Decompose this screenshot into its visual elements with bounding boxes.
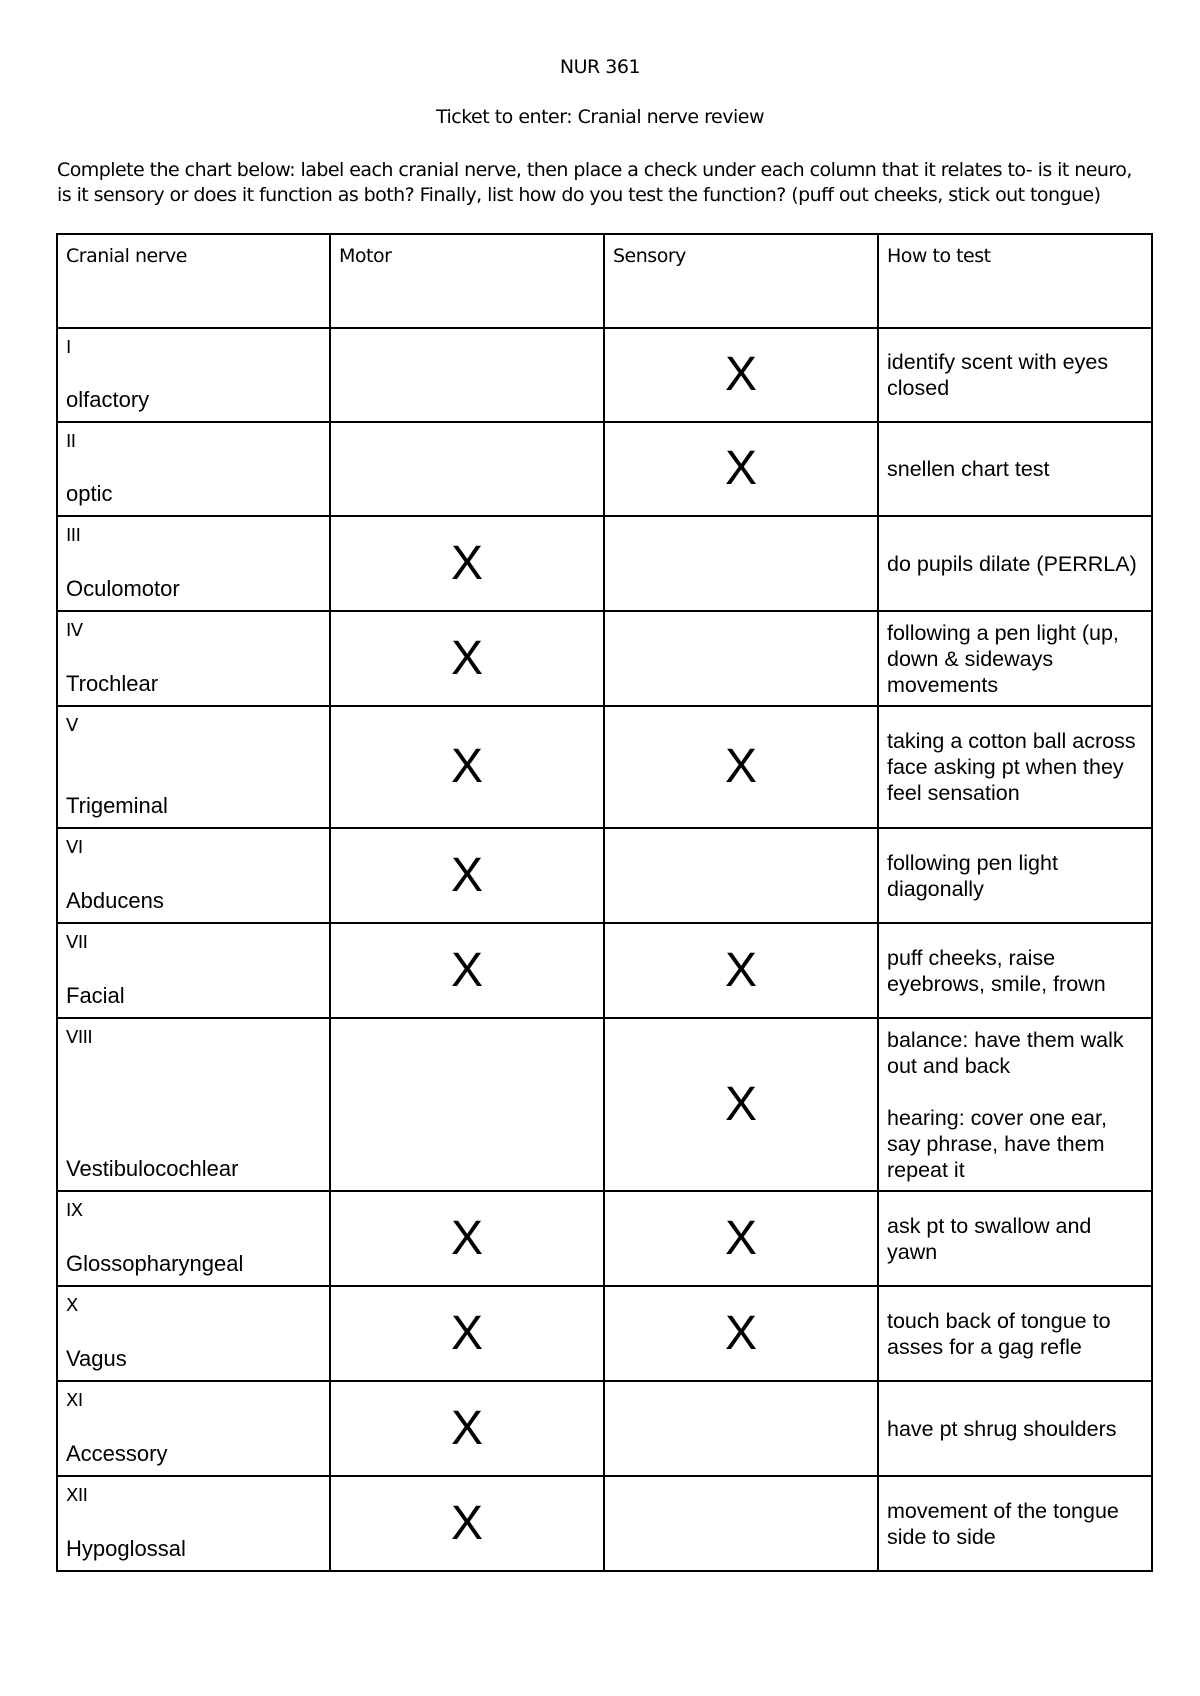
nerve-numeral: VIII	[66, 1027, 93, 1048]
nerve-cell	[58, 1382, 329, 1473]
nerve-numeral: XII	[66, 1485, 88, 1506]
header-cell-cranial-nerve	[57, 234, 330, 328]
motor-cell	[330, 422, 604, 516]
nerve-cell-container	[57, 1476, 330, 1571]
nerve-cell	[58, 707, 329, 825]
test-cell	[878, 923, 1152, 1018]
test-text: have pt shrug shoulders	[887, 1416, 1117, 1441]
test-cell	[878, 1018, 1152, 1191]
nerve-name: Oculomotor	[66, 576, 180, 601]
test-text: ask pt to swallow and yawn	[887, 1213, 1092, 1264]
motor-mark: X	[450, 848, 483, 902]
motor-cell	[330, 1476, 604, 1571]
nerve-cell	[58, 1287, 329, 1378]
nerve-numeral: IX	[66, 1200, 83, 1221]
nerve-name: Facial	[66, 983, 125, 1008]
motor-mark: X	[450, 1211, 483, 1265]
sensory-mark: X	[724, 943, 757, 997]
table-row	[57, 328, 1152, 422]
test-cell	[878, 328, 1152, 422]
motor-cell	[330, 828, 604, 923]
table-row	[57, 1018, 1152, 1191]
table-row	[57, 706, 1152, 828]
nerve-numeral: II	[66, 431, 76, 452]
sensory-mark: X	[724, 740, 757, 793]
cranial-nerve-table	[56, 233, 1153, 1572]
column-header-label: How to test	[887, 245, 991, 267]
header-cell-how-to-test	[878, 234, 1152, 328]
column-header-label: Sensory	[613, 245, 686, 267]
nerve-cell	[58, 329, 329, 419]
motor-mark: X	[450, 631, 483, 685]
test-cell	[878, 422, 1152, 516]
motor-cell	[330, 516, 604, 611]
test-cell	[878, 706, 1152, 828]
motor-cell	[330, 1191, 604, 1286]
test-text: movement of the tongue side to side	[887, 1498, 1119, 1549]
sensory-mark: X	[724, 1077, 757, 1131]
sensory-cell	[604, 611, 878, 706]
nerve-name: Glossopharyngeal	[66, 1251, 244, 1276]
sensory-cell	[604, 1286, 878, 1381]
nerve-cell	[58, 924, 329, 1015]
sensory-cell	[604, 1476, 878, 1571]
motor-cell	[330, 923, 604, 1018]
test-text: snellen chart test	[887, 457, 1050, 481]
nerve-cell	[58, 1477, 329, 1568]
test-text: following a pen light (up, down & sideways movements	[887, 620, 1119, 697]
nerve-name: Accessory	[66, 1441, 168, 1466]
sensory-cell	[604, 706, 878, 828]
table-row	[57, 923, 1152, 1018]
test-cell	[878, 828, 1152, 923]
nerve-name: Abducens	[66, 888, 164, 913]
nerve-cell	[58, 612, 329, 703]
nerve-cell-container	[57, 1381, 330, 1476]
motor-cell	[330, 611, 604, 706]
sensory-cell	[604, 828, 878, 923]
column-header-label: Motor	[339, 245, 392, 267]
sensory-mark: X	[724, 1211, 757, 1265]
motor-mark: X	[450, 1401, 483, 1455]
nerve-numeral: X	[66, 1295, 78, 1316]
nerve-cell-container	[57, 611, 330, 706]
nerve-name: olfactory	[66, 387, 150, 412]
nerve-cell	[58, 423, 329, 513]
motor-cell	[330, 1381, 604, 1476]
test-text: following pen light diagonally	[887, 850, 1058, 901]
sensory-mark: X	[724, 1306, 757, 1360]
sensory-cell	[604, 923, 878, 1018]
nerve-cell-container	[57, 422, 330, 516]
table-row	[57, 516, 1152, 611]
sensory-mark: X	[724, 348, 757, 401]
nerve-name: Trigeminal	[66, 793, 168, 818]
test-cell	[878, 1381, 1152, 1476]
test-text: do pupils dilate (PERRLA)	[887, 551, 1137, 576]
table-row	[57, 828, 1152, 923]
motor-cell	[330, 706, 604, 828]
nerve-name: Hypoglossal	[66, 1536, 186, 1561]
nerve-name: Vestibulocochlear	[66, 1156, 239, 1181]
nerve-cell	[58, 829, 329, 920]
table-row	[57, 1476, 1152, 1571]
sensory-cell	[604, 1018, 878, 1191]
test-cell	[878, 516, 1152, 611]
course-code: NUR 361	[559, 56, 641, 78]
table-body	[57, 234, 1152, 1571]
motor-mark: X	[450, 1306, 483, 1360]
motor-mark: X	[450, 1496, 483, 1550]
test-cell	[878, 1476, 1152, 1571]
test-text: hearing: cover one ear, say phrase, have them repeat it	[887, 1105, 1107, 1182]
test-text: taking a cotton ball across face asking pt when they feel sensation	[887, 729, 1136, 805]
nerve-numeral: V	[66, 715, 78, 736]
motor-mark: X	[450, 943, 483, 997]
nerve-numeral: VI	[66, 837, 83, 858]
test-cell	[878, 611, 1152, 706]
nerve-numeral: III	[66, 525, 81, 546]
page-subtitle: Ticket to enter: Cranial nerve review	[435, 106, 764, 128]
nerve-cell-container	[57, 828, 330, 923]
test-text: identify scent with eyes closed	[887, 350, 1109, 400]
test-cell	[878, 1191, 1152, 1286]
nerve-name: Vagus	[66, 1346, 127, 1371]
test-text: puff cheeks, raise eyebrows, smile, frown	[887, 945, 1106, 996]
table-row	[57, 611, 1152, 706]
paragraph-gap	[887, 1079, 1145, 1105]
nerve-cell-container	[57, 328, 330, 422]
motor-cell	[330, 328, 604, 422]
table-row	[57, 1191, 1152, 1286]
motor-cell	[330, 1018, 604, 1191]
header-row	[57, 234, 1152, 328]
sensory-cell	[604, 422, 878, 516]
header-cell-sensory	[604, 234, 878, 328]
nerve-cell-container	[57, 1018, 330, 1191]
nerve-name: Trochlear	[66, 671, 159, 696]
table-row	[57, 422, 1152, 516]
nerve-numeral: XI	[66, 1390, 83, 1411]
motor-mark: X	[450, 536, 483, 590]
nerve-cell-container	[57, 1191, 330, 1286]
nerve-cell	[58, 1019, 329, 1188]
nerve-cell-container	[57, 1286, 330, 1381]
nerve-cell	[58, 517, 329, 608]
test-text: touch back of tongue to asses for a gag refle	[887, 1308, 1111, 1359]
nerve-cell-container	[57, 923, 330, 1018]
header-cell-motor	[330, 234, 604, 328]
test-text: balance: have them walk out and back	[887, 1027, 1124, 1078]
instructions-text: Complete the chart below: label each cranial nerve, then place a check under each column that it relates to- is it neuro, is it sensory or does it function as both? Finally, list how do you test the function? (puff out cheeks, stick out tongue)	[57, 159, 1132, 206]
sensory-mark: X	[724, 442, 757, 495]
table-row	[57, 1381, 1152, 1476]
nerve-cell-container	[57, 516, 330, 611]
nerve-cell-container	[57, 706, 330, 828]
sensory-cell	[604, 1381, 878, 1476]
nerve-numeral: IV	[66, 620, 83, 641]
nerve-numeral: VII	[66, 932, 88, 953]
nerve-name: optic	[66, 481, 113, 506]
motor-mark: X	[450, 740, 483, 793]
sensory-cell	[604, 516, 878, 611]
test-cell	[878, 1286, 1152, 1381]
motor-cell	[330, 1286, 604, 1381]
column-header-label: Cranial nerve	[66, 245, 187, 267]
table-row	[57, 1286, 1152, 1381]
nerve-numeral: I	[66, 337, 71, 358]
nerve-cell	[58, 1192, 329, 1283]
sensory-cell	[604, 328, 878, 422]
sensory-cell	[604, 1191, 878, 1286]
